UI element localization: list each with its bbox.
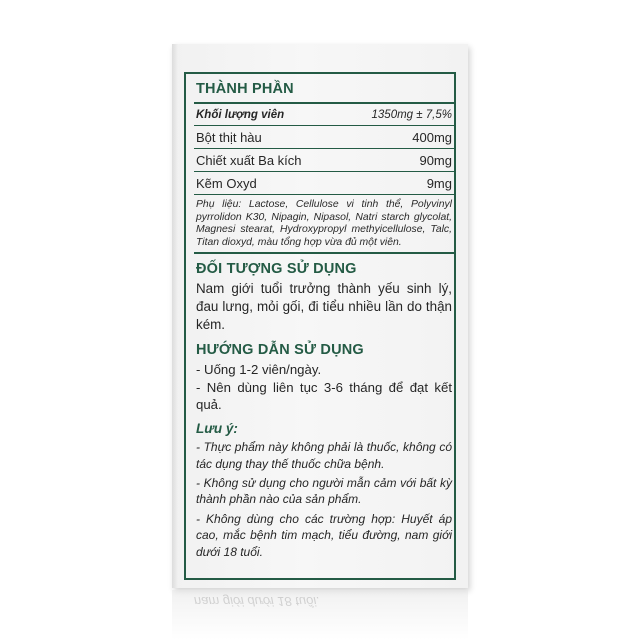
ingredient-value: 9mg (426, 175, 452, 191)
box-reflection (172, 590, 468, 640)
composition-heading: THÀNH PHẦN (196, 81, 294, 97)
ingredient-name: Kẽm Oxyd (196, 175, 257, 191)
usage-heading: HƯỚNG DẪN SỬ DỤNG (196, 342, 364, 359)
composition-section (194, 78, 454, 254)
table-row (194, 149, 454, 172)
usage-item: - Nên dùng liên tục 3-6 tháng để đạt kết quả. (196, 380, 452, 413)
usage-section (194, 341, 454, 413)
box-edge-shading (172, 44, 178, 588)
note-item: - Không sử dụng cho người mẫn cảm với bất kỳ thành phần nào của sản phẩm. (196, 475, 452, 507)
composition-table (194, 104, 454, 195)
usage-item: - Uống 1-2 viên/ngày. (196, 362, 322, 378)
notes-heading: Lưu ý: (196, 421, 238, 437)
ingredient-name: Bột thịt hàu (196, 129, 262, 145)
table-row (194, 172, 454, 195)
table-row (194, 104, 454, 126)
target-text: Nam giới tuổi trưởng thành yếu sinh lý, đau lưng, mỏi gối, đi tiểu nhiều lần do thận kém. (196, 281, 452, 332)
ingredient-name: Khối lượng viên (196, 108, 285, 121)
ingredient-value: 400mg (412, 129, 452, 145)
table-row (194, 126, 454, 149)
ingredient-value: 1350mg ± 7,5% (371, 108, 452, 121)
target-section (194, 260, 454, 333)
notes-section (194, 420, 454, 560)
composition-bottom-rule (194, 252, 454, 254)
ingredient-name: Chiết xuất Ba kích (196, 152, 302, 168)
note-item: - Thực phẩm này không phải là thuốc, không có tác dụng thay thế thuốc chữa bệnh. (196, 440, 452, 471)
target-heading: ĐỐI TƯỢNG SỬ DỤNG (196, 261, 357, 278)
ingredient-value: 90mg (419, 152, 452, 168)
note-item: - Không dùng cho các trường hợp: Huyết áp cao, mắc bệnh tim mạch, tiểu đường, nam giới dưới 18 tuổi. (196, 511, 452, 559)
reflection-text: nam giới dưới 18 tuổi. (194, 594, 320, 609)
excipients-text: Phụ liệu: Lactose, Cellulose vi tinh thể, Polyvinyl pyrrolidon K30, Nipagin, Nipasol, Natri starch glycolat, Magnesi stearat, Hydroxypropyl methyicellulose, Talc, Titan dioxyd, màu tổng hợp vừa đủ một viên. (196, 199, 452, 248)
label-content (194, 78, 454, 560)
